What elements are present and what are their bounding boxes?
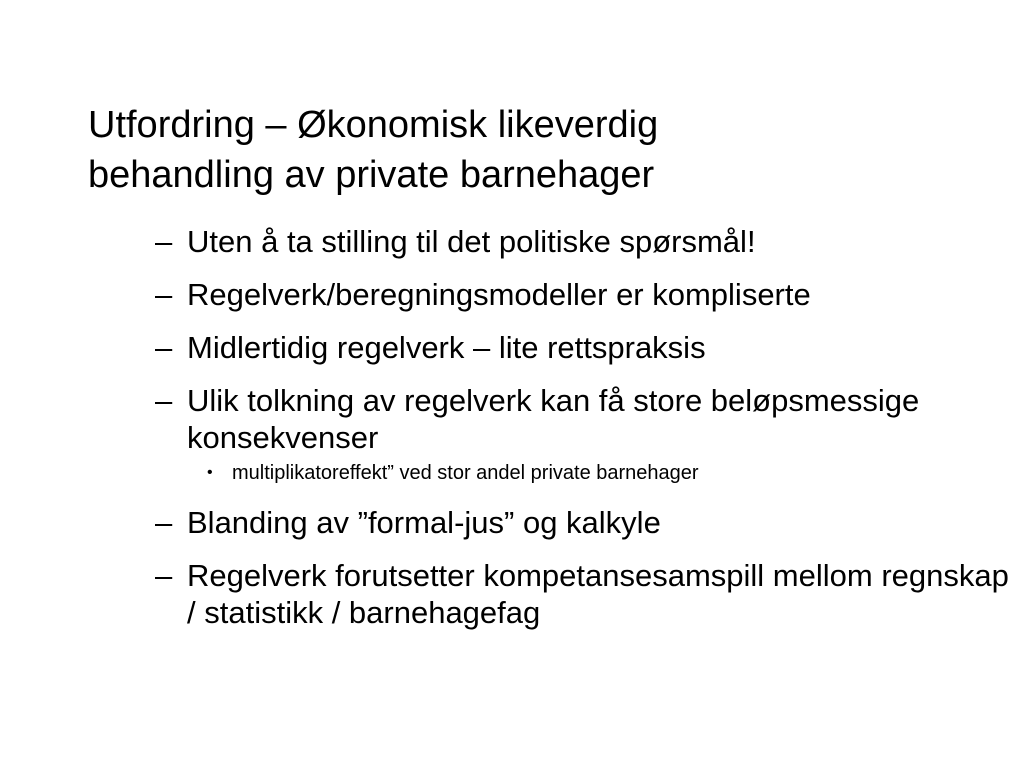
sub-bullet-item-1 xyxy=(207,460,1015,486)
dash-marker: – xyxy=(155,558,173,593)
bullet-item-1 xyxy=(155,223,1015,260)
dash-marker: – xyxy=(155,383,173,418)
dash-marker: – xyxy=(155,224,173,259)
bullet-text: Blanding av ”formal-jus” og kalkyle xyxy=(187,505,661,540)
bullet-text: Regelverk forutsetter kompetansesamspill mellom regnskap / statistikk / barnehagefag xyxy=(187,558,1009,630)
sub-bullet-text: multiplikatoreffekt” ved stor andel private barnehager xyxy=(232,462,699,484)
bullet-item-4 xyxy=(155,382,1015,456)
bullet-item-2 xyxy=(155,276,1015,313)
dash-marker: – xyxy=(155,330,173,365)
bullet-dot-marker: • xyxy=(207,464,213,481)
bullet-text: Midlertidig regelverk – lite rettspraksis xyxy=(187,330,706,365)
bullet-item-3 xyxy=(155,329,1015,366)
bullet-text: Regelverk/beregningsmodeller er kompliserte xyxy=(187,277,811,312)
bullet-text: Uten å ta stilling til det politiske spørsmål! xyxy=(187,224,756,259)
dash-marker: – xyxy=(155,277,173,312)
bullet-text: Ulik tolkning av regelverk kan få store beløpsmessige konsekvenser xyxy=(187,383,920,455)
bullet-item-5 xyxy=(155,504,1015,541)
slide-title xyxy=(88,100,968,200)
bullet-item-6 xyxy=(155,557,1015,631)
slide-title-line-1: Utfordring – Økonomisk likeverdig xyxy=(88,104,659,146)
slide-title-line-2: behandling av private barnehager xyxy=(88,154,655,196)
dash-marker: – xyxy=(155,505,173,540)
bullet-list xyxy=(155,223,1015,647)
